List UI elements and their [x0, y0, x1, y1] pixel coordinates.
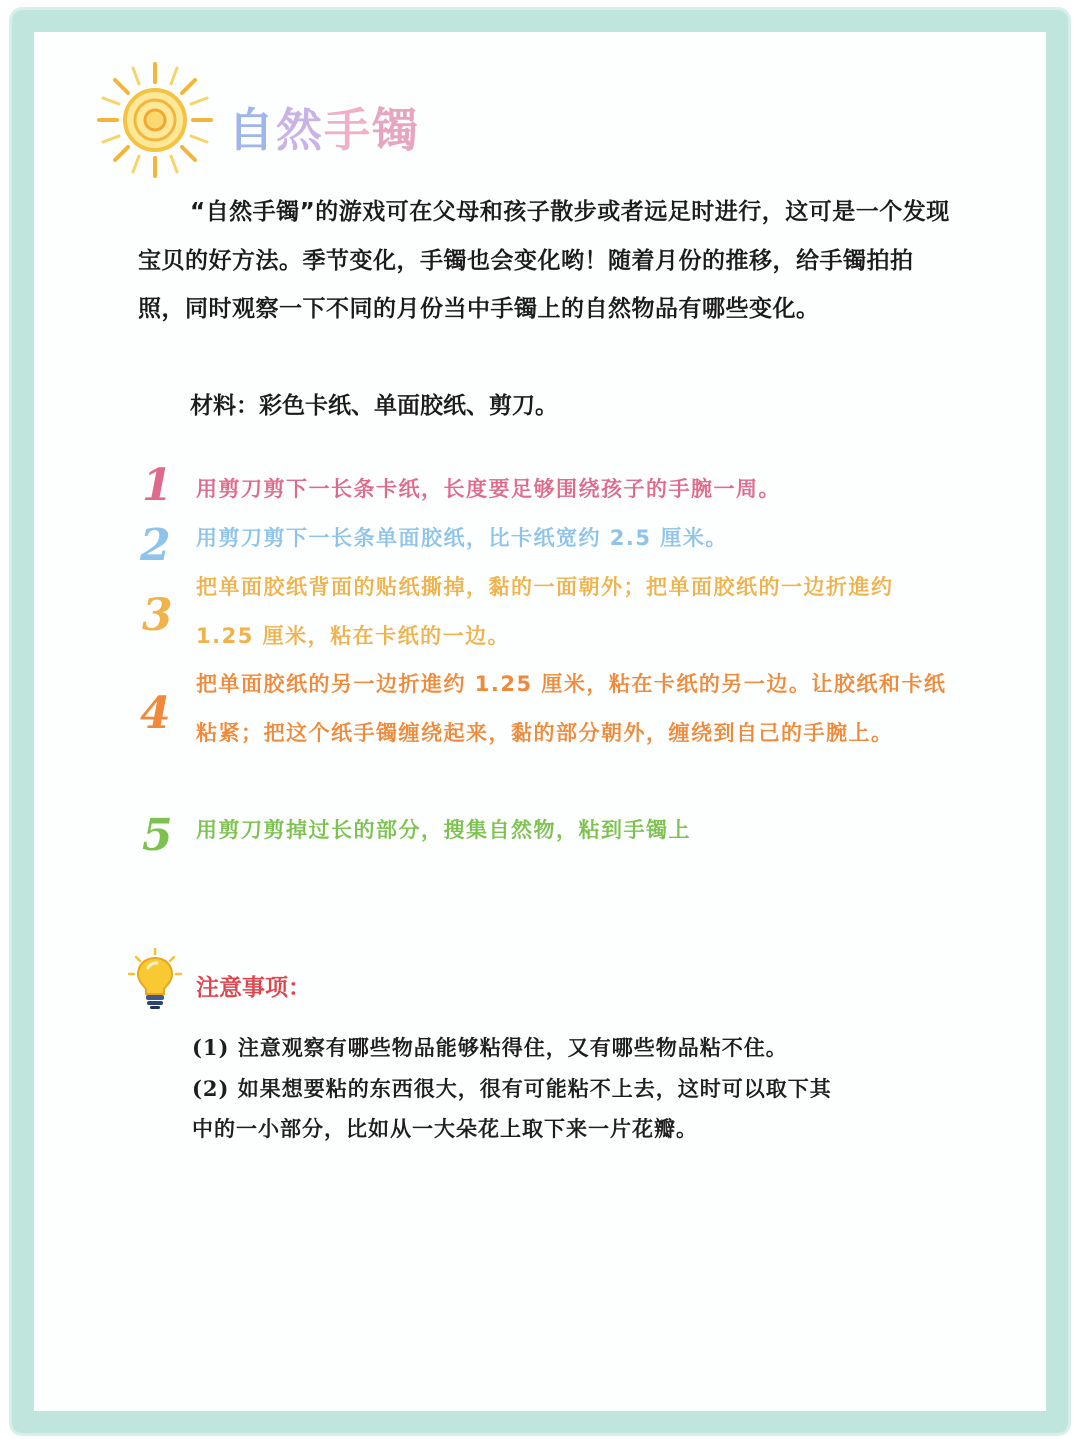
step-number-4: 4 [140, 688, 171, 739]
step-text-2: 用剪刀剪下一长条单面胶纸，比卡纸宽约 2.5 厘米。 [196, 526, 728, 550]
intro-paragraph: “自然手镯”的游戏可在父母和孩子散步或者远足时进行，这可是一个发现宝贝的好方法。季节变化，手镯也会变化哟！随着月份的推移，给手镯拍拍照，同时观察一下不同的月份当中手镯上的自然物品有哪些变化。 [138, 199, 950, 322]
step-number-5: 5 [142, 810, 173, 861]
step-number-1: 1 [142, 460, 173, 511]
sun-icon [95, 60, 215, 180]
title-char: 然 [276, 103, 324, 157]
lightbulb-icon [128, 948, 182, 1010]
notes-title: 注意事项： [196, 975, 311, 1001]
step-text-1: 用剪刀剪下一长条卡纸，长度要足够围绕孩子的手腕一周。 [196, 477, 781, 501]
step-number-3: 3 [142, 590, 173, 641]
note-item-1: (1) 注意观察有哪些物品能够粘得住，又有哪些物品粘不住。 [192, 1035, 788, 1060]
title-char: 自 [228, 103, 276, 157]
materials-line: 材料：彩色卡纸、单面胶纸、剪刀。 [190, 393, 558, 419]
step-text-3: 把单面胶纸背面的贴纸撕掉，黏的一面朝外；把单面胶纸的一边折進约 1.25 厘米，粘在卡纸的一边。 [196, 575, 894, 648]
step-number-2: 2 [140, 520, 171, 571]
page-title [228, 100, 420, 160]
step-text-4: 把单面胶纸的另一边折進约 1.25 厘米，粘在卡纸的另一边。让胶纸和卡纸粘紧；把这个纸手镯缠绕起来，黏的部分朝外，缠绕到自己的手腕上。 [196, 672, 947, 745]
title-char: 手 [324, 103, 372, 157]
note-item-2: (2) 如果想要粘的东西很大，很有可能粘不上去，这时可以取下其中的一小部分，比如从一大朵花上取下来一片花瓣。 [192, 1075, 832, 1141]
notes-list [192, 1028, 832, 1150]
title-char: 镯 [372, 103, 420, 157]
step-text-5: 用剪刀剪掉过长的部分，搜集自然物，粘到手镯上 [196, 818, 691, 842]
